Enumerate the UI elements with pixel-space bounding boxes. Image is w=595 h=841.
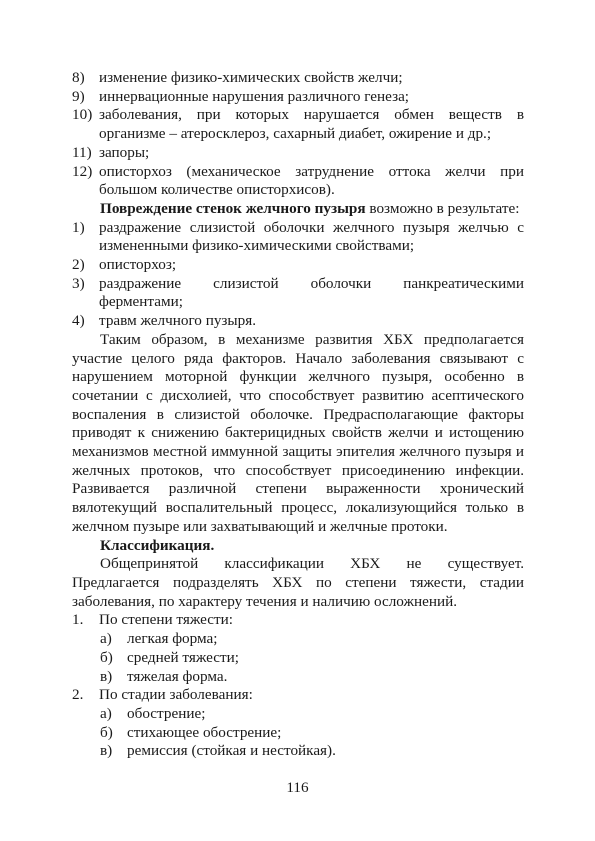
sub-list-item xyxy=(100,649,524,668)
list-number: 12) xyxy=(72,162,93,180)
sub-list-item xyxy=(100,630,524,649)
list-text: раздражение слизистой оболочки желчного пузыря желчью с измененными физико-химическими свойствами; xyxy=(99,218,524,255)
sub-list-item xyxy=(100,705,524,724)
list-text: запоры; xyxy=(99,143,150,161)
classification-item xyxy=(72,686,524,705)
sub-list-item xyxy=(100,724,524,743)
list-number: 11) xyxy=(72,143,92,161)
list-number: 2) xyxy=(72,256,85,274)
paragraph-mechanism: Таким образом, в механизме развития ХБХ предполагается участие целого ряда факторов. Начало заболевания связывают с нарушением моторной функции желчного пузыря, особенно в сочетании с дисхолией, что способствует развитию асептического воспаления в слизистой оболочке. Предрасполагающие факторы приводят к снижению бактерицидных свойств желчи и истощению механизмов местной иммунной защиты эпителия желчного пузыря и желчных протоков, что способствует присоединению инфекции. Развивается различной степени выраженности хронический вялотекущий воспалительный процесс, локализующийся только в желчном пузыре или захватывающий и желчные протоки. xyxy=(72,330,524,535)
list-item xyxy=(72,88,524,107)
sub-list-letter: а) xyxy=(100,630,112,648)
sub-list-letter: в) xyxy=(100,742,113,760)
list-text: изменение физико-химических свойств желчи; xyxy=(99,69,403,86)
bold-term: Повреждение стенок желчного пузыря xyxy=(100,199,366,217)
list-text: описторхоз; xyxy=(99,256,177,274)
list-number: 1. xyxy=(72,611,84,629)
classification-item xyxy=(72,611,524,630)
sub-list-text: тяжелая форма. xyxy=(127,667,228,685)
page-content xyxy=(72,69,524,761)
sub-list-item xyxy=(100,668,524,687)
list-number: 2. xyxy=(72,686,84,704)
list-number: 1) xyxy=(72,218,85,236)
list-item xyxy=(72,106,524,143)
list-number: 10) xyxy=(72,106,93,124)
sub-list-letter: а) xyxy=(100,704,112,722)
list-number: 9) xyxy=(72,87,85,105)
list-item xyxy=(72,256,524,275)
list-text: описторхоз (механическое затруднение оттока желчи при большом количестве описторхисов). xyxy=(99,162,524,199)
list-number: 8) xyxy=(72,69,85,86)
list-item xyxy=(72,312,524,331)
list-number: 4) xyxy=(72,312,85,330)
paragraph-classification: Общепринятой классификации ХБХ не существует. Предлагается подразделять ХБХ по степени тяжести, стадии заболевания, по характеру течения и наличию осложнений. xyxy=(72,555,524,610)
list-item xyxy=(72,144,524,163)
sub-list-text: стихающее обострение; xyxy=(127,723,282,741)
sub-list-letter: в) xyxy=(100,667,113,685)
list-text: травм желчного пузыря. xyxy=(99,312,256,330)
list-text: По стадии заболевания: xyxy=(99,686,253,704)
list-text: раздражение слизистой оболочки панкреатическими ферментами; xyxy=(99,274,524,311)
sub-list-text: средней тяжести; xyxy=(127,648,239,666)
sub-list-text: обострение; xyxy=(127,704,206,722)
list-text: По степени тяжести: xyxy=(99,611,233,629)
sub-list-letter: б) xyxy=(100,648,113,666)
sub-list-item xyxy=(100,742,524,761)
sub-list-letter: б) xyxy=(100,723,113,741)
list-item xyxy=(72,163,524,200)
list-item xyxy=(72,275,524,312)
list-text: заболевания, при которых нарушается обмен веществ в организме – атеросклероз, сахарный диабет, ожирение и др.; xyxy=(99,106,524,143)
list-item xyxy=(72,69,524,88)
page-number: 116 xyxy=(286,779,309,796)
list-text: иннервационные нарушения различного генеза; xyxy=(99,87,410,105)
section-heading: Классификация. xyxy=(100,536,215,554)
list-number: 3) xyxy=(72,274,85,292)
paragraph-text: возможно в результате: xyxy=(365,199,520,217)
paragraph-wall-damage xyxy=(72,200,524,219)
sub-list-text: ремиссия (стойкая и нестойкая). xyxy=(127,742,336,760)
sub-list-text: легкая форма; xyxy=(127,630,218,648)
list-item xyxy=(72,219,524,256)
